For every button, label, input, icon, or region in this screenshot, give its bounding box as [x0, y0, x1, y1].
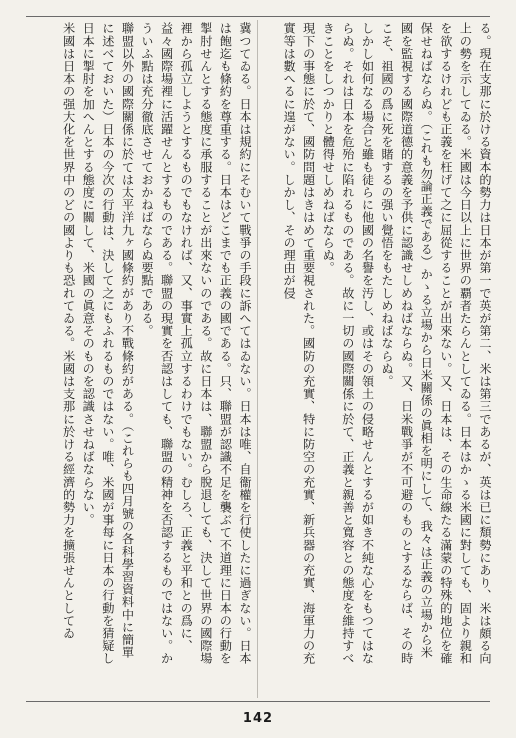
left-paragraph-1: 冀つてゐる。日本は規約にそむいて戰爭の手段に訴へてはゐない。日本は唯、自衞權を行使したに過ぎない。日本は飽迄も條約を尊重する。日本はどこまでも正義の國である。只、聯盟が認識不足を襲ぶて不道理に日本の行動を掣肘せんとする態度に承服することが出來ないのである。故に日本は、聯盟から脫退しても、決して世界の國際場裡から孤立しようとするものでもなければ、又、事實上孤立するわけでもない。むしろ、正義と平和との爲に、益々國際場裡に活躍せんとするものである。聯盟の現實を否認はしても、聯盟の精神を否認するものではない。かういふ點は充分徹底させておかねばならぬ要點である。 — [140, 22, 252, 665]
top-rule — [26, 16, 490, 17]
left-text-block — [22, 22, 254, 670]
right-paragraph-2: しかし如何なる場合と雖も徒らに他國の名譽を汚し、或はその領土の侵略せんとするが如き不純な心をもつてはならぬ。それは日本を危殆に陷れるものである。故に一切の國際關係に於て、正義と親善と寬容との態度を維持すべきことをしつかりと體得せしめねばならぬ。 — [321, 22, 375, 665]
right-paragraph-1: る。現在支那に於ける資本的勢力は日本が第一で英が第二、米は第三であるが、英は已に頽勢にあり、米は頗る向上の勢を示してゐる。米國は今日以上に世界の覇者たらんとしてゐる。日本はかゝる米國に對しても、固より親和を欲するけれども正義を枉げて之に屈從することが出來ない。又、日本は、その生命線たる滿蒙の特殊的地位を確保せねばならぬ。（これも勿論正義である）かゝる立場から日米關係の眞相を明にして、我々は正義の立場から米國を監視する國際道德的意義を予供に認識せしめねばならぬ。又、日米戰爭が不可避のものとするならば、その時こそ、祖國の爲に死を賭するの强い覺悟をもたしめねばならぬ。 — [380, 22, 492, 665]
page-number: 142 — [242, 711, 274, 726]
right-paragraph-3: 現下の事態に於て、國防問題はきはめて重要視された。國防の充實、特に防空の充實、新兵器の充實、海軍力の充實等は數へるに遑がない。しかし、その理由が侵 — [282, 22, 316, 665]
bottom-rule — [26, 701, 490, 702]
column-divider — [257, 20, 258, 698]
left-paragraph-3: 米國は日本の强大化を世界中のどの國よりも恐れてゐる。米國は支那に於ける經濟的勢力を擴張せんとしてゐ — [61, 22, 76, 640]
left-paragraph-2: 聯盟以外の國際關係に於ては太平洋九ヶ國條約があり不戰條約がある。（これらも四月號の各科學習資料中に簡單に述べておいた）日本の今次の行動は、決して之にもふれるものではない。唯、米國が事每に日本の行動を猜疑し日本に掣肘を加へんとする態度に關して、米國の眞意そのものを認識させねばならない。 — [81, 22, 135, 665]
right-text-block — [264, 22, 494, 670]
